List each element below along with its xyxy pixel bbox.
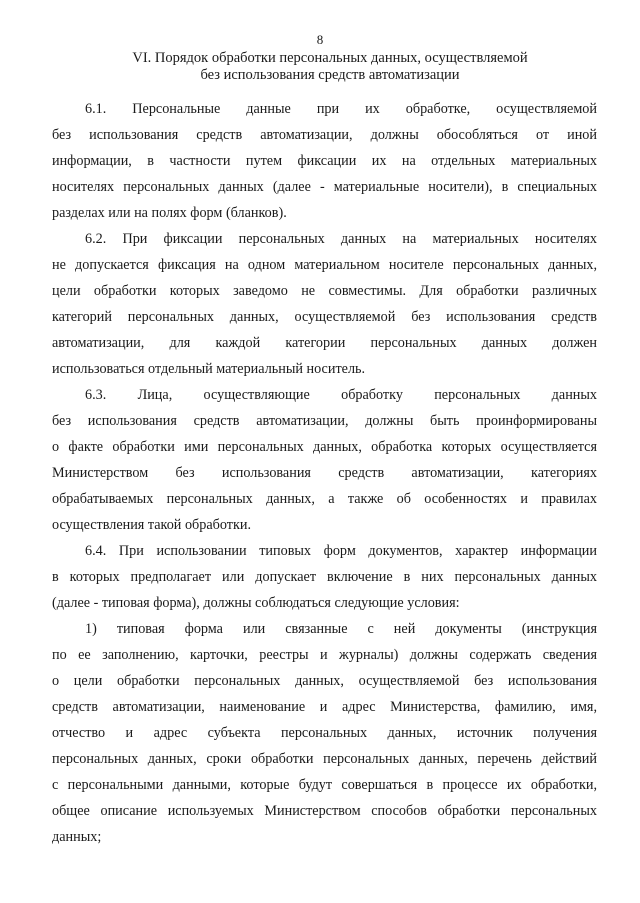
paragraph-line: персональных данных, сроки обработки персональных данных, перечень действий bbox=[52, 751, 597, 767]
paragraph-line: без использования средств автоматизации, должны быть проинформированы bbox=[52, 413, 597, 429]
section-title-line-2: без использования средств автоматизации bbox=[200, 67, 460, 83]
paragraph-line: разделах или на полях форм (бланков). bbox=[52, 205, 287, 221]
paragraph-line: общее описание используемых Министерством способов обработки персональных bbox=[52, 803, 597, 819]
paragraph-line: 1) типовая форма или связанные с ней документы (инструкция bbox=[85, 621, 597, 637]
paragraph-line: данных; bbox=[52, 829, 102, 845]
body-text bbox=[52, 96, 597, 850]
paragraph-line: с персональными данными, которые будут совершаться в процессе их обработки, bbox=[52, 777, 597, 793]
list-item-1 bbox=[52, 616, 597, 850]
paragraph-line: без использования средств автоматизации, должны обособляться от иной bbox=[52, 127, 597, 143]
section-title bbox=[80, 50, 580, 84]
paragraph-line: цели обработки которых заведомо не совместимы. Для обработки различных bbox=[52, 283, 597, 299]
paragraph-6-3 bbox=[52, 382, 597, 538]
page-number: 8 bbox=[316, 32, 324, 47]
paragraph-6-2 bbox=[52, 226, 597, 382]
paragraph-line: осуществления такой обработки. bbox=[52, 517, 252, 533]
paragraph-line: носителях персональных данных (далее - материальные носители), в специальных bbox=[52, 179, 597, 195]
paragraph-line: не допускается фиксация на одном материальном носителе персональных данных, bbox=[52, 257, 597, 273]
paragraph-line: 6.2. При фиксации персональных данных на материальных носителях bbox=[85, 231, 597, 247]
paragraph-line: в которых предполагает или допускает включение в них персональных данных bbox=[52, 569, 597, 585]
paragraph-line: отчество и адрес субъекта персональных данных, источник получения bbox=[52, 725, 597, 741]
paragraph-line: использоваться отдельный материальный носитель. bbox=[52, 361, 366, 377]
paragraph-line: автоматизации, для каждой категории персональных данных должен bbox=[52, 335, 597, 351]
paragraph-line: категорий персональных данных, осуществляемой без использования средств bbox=[52, 309, 597, 325]
paragraph-6-4 bbox=[52, 538, 597, 616]
paragraph-line: информации, в частности путем фиксации их на отдельных материальных bbox=[52, 153, 597, 169]
paragraph-line: 6.1. Персональные данные при их обработке, осуществляемой bbox=[85, 101, 597, 117]
paragraph-line: по ее заполнению, карточки, реестры и журналы) должны содержать сведения bbox=[52, 647, 597, 663]
paragraph-6-1 bbox=[52, 96, 597, 226]
paragraph-line: 6.4. При использовании типовых форм документов, характер информации bbox=[85, 543, 597, 559]
paragraph-line: обрабатываемых персональных данных, а также об особенностях и правилах bbox=[52, 491, 597, 507]
paragraph-line: о факте обработки ими персональных данных, обработка которых осуществляется bbox=[52, 439, 597, 455]
paragraph-line: о цели обработки персональных данных, осуществляемой без использования bbox=[52, 673, 597, 689]
paragraph-line: Министерством без использования средств автоматизации, категориях bbox=[52, 465, 597, 481]
section-title-line-1: VI. Порядок обработки персональных данных, осуществляемой bbox=[132, 50, 528, 66]
paragraph-line: 6.3. Лица, осуществляющие обработку персональных данных bbox=[85, 387, 597, 403]
paragraph-line: (далее - типовая форма), должны соблюдаться следующие условия: bbox=[52, 595, 460, 611]
paragraph-line: средств автоматизации, наименование и адрес Министерства, фамилию, имя, bbox=[52, 699, 597, 715]
